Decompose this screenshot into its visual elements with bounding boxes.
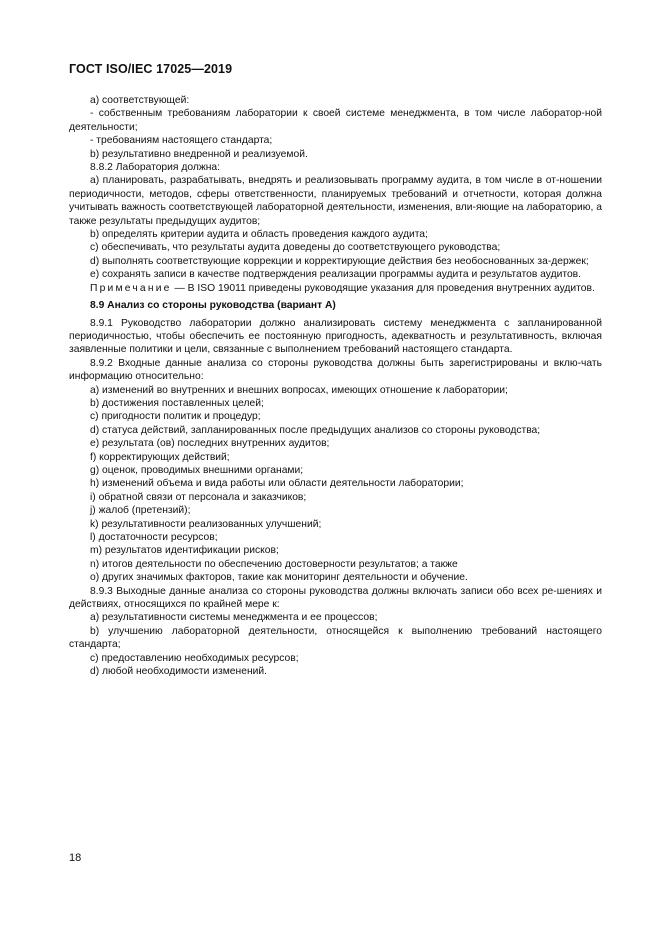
sub-item-standard-requirements: - требованиям настоящего стандарта; [90, 135, 273, 147]
list-item-a: а) соответствующей: [90, 95, 190, 106]
input-item-m: m) результатов идентификации рисков; [90, 545, 279, 557]
input-item-n: n) итогов деятельности по обеспечению достоверности результатов; а также [90, 558, 458, 570]
input-item-i: i) обратной связи от персонала и заказчиков; [90, 491, 307, 503]
note [69, 282, 602, 295]
list-item-d-corrections: d) выполнять соответствующие коррекции и корректирующие действия без необоснованных за-держек; [90, 255, 589, 267]
clause-8-9-2: 8.9.2 Входные данные анализа со стороны руководства должны быть зарегистрированы и вклю-чать информацию относительно: [69, 357, 602, 383]
document-body [69, 94, 602, 678]
clause-8-8-2: 8.8.2 Лаборатория должна: [90, 162, 221, 174]
input-item-j: j) жалоб (претензий); [90, 505, 191, 517]
output-item-c: c) предоставлению необходимых ресурсов; [90, 652, 299, 664]
output-item-a: а) результативности системы менеджмента и ее процессов; [90, 612, 378, 624]
input-item-k: k) результативности реализованных улучшений; [90, 518, 322, 530]
clause-8-9-1: 8.9.1 Руководство лаборатории должно анализировать систему менеджмента с запланированной периодичностью, чтобы обеспечить ее постоянную пригодность, адекватность и результативность, включая заявленные политики и цели, связанные с выполнением требований настоящего стандарта. [69, 317, 602, 356]
input-item-a: а) изменений во внутренних и внешних вопросах, имеющих отношение к лаборатории; [90, 384, 508, 396]
page-number: 18 [69, 852, 82, 864]
input-item-o: о) других значимых факторов, такие как мониторинг деятельности и обучение. [90, 572, 468, 584]
input-item-c: c) пригодности политик и процедур; [90, 411, 261, 423]
output-item-b: b) улучшению лабораторной деятельности, относящейся к выполнению требований настоящего стандарта; [69, 625, 602, 651]
sub-item-own-requirements: - собственным требованиям лаборатории к своей системе менеджмента, в том числе лаборатор-ной деятельности; [69, 108, 602, 133]
input-item-d: d) статуса действий, запланированных после предыдущих анализов со стороны руководства; [90, 424, 541, 436]
input-item-h: h) изменений объема и вида работы или области деятельности лаборатории; [90, 478, 464, 490]
input-item-e: е) результата (ов) последних внутренних аудитов; [90, 438, 330, 450]
section-heading-8-9: 8.9 Анализ со стороны руководства (вариант А) [90, 300, 336, 312]
input-item-g: g) оценок, проводимых внешними органами; [90, 464, 304, 476]
input-item-b: b) достижения поставленных целей; [90, 397, 264, 409]
note-label: Примечание [90, 282, 172, 294]
output-item-d: d) любой необходимости изменений. [90, 666, 267, 678]
list-item-b-audit-criteria: b) определять критерии аудита и область проведения каждого аудита; [90, 229, 428, 241]
list-item-c-audit-results: c) обеспечивать, что результаты аудита доведены до соответствующего руководства; [90, 242, 501, 254]
note-text: — В ISO 19011 приведены руководящие указания для проведения внутренних аудитов. [171, 282, 595, 294]
input-item-f: f) корректирующих действий; [90, 451, 230, 463]
list-item-a-audit-program: а) планировать, разрабатывать, внедрять и реализовывать программу аудита, в том числе в от-ношении периодичности, методов, сферы ответственности, планируемых требований и отчетности, которая должна учитывать важность соответствующей лабораторной деятельности, изменения, вли-яющие на лабораторию, а также результаты предыдущих аудитов; [69, 175, 602, 227]
document-header: ГОСТ ISO/IEC 17025—2019 [69, 62, 233, 76]
clause-8-9-3: 8.9.3 Выходные данные анализа со стороны руководства должны включать записи обо всех ре-шениях и действиях, относящихся по крайней мере к: [69, 585, 602, 611]
list-item-b: b) результативно внедренной и реализуемой. [90, 148, 308, 160]
input-item-l: l) достаточности ресурсов; [90, 532, 218, 543]
list-item-e-records: е) сохранять записи в качестве подтверждения реализации программы аудита и результатов аудитов. [90, 269, 582, 281]
